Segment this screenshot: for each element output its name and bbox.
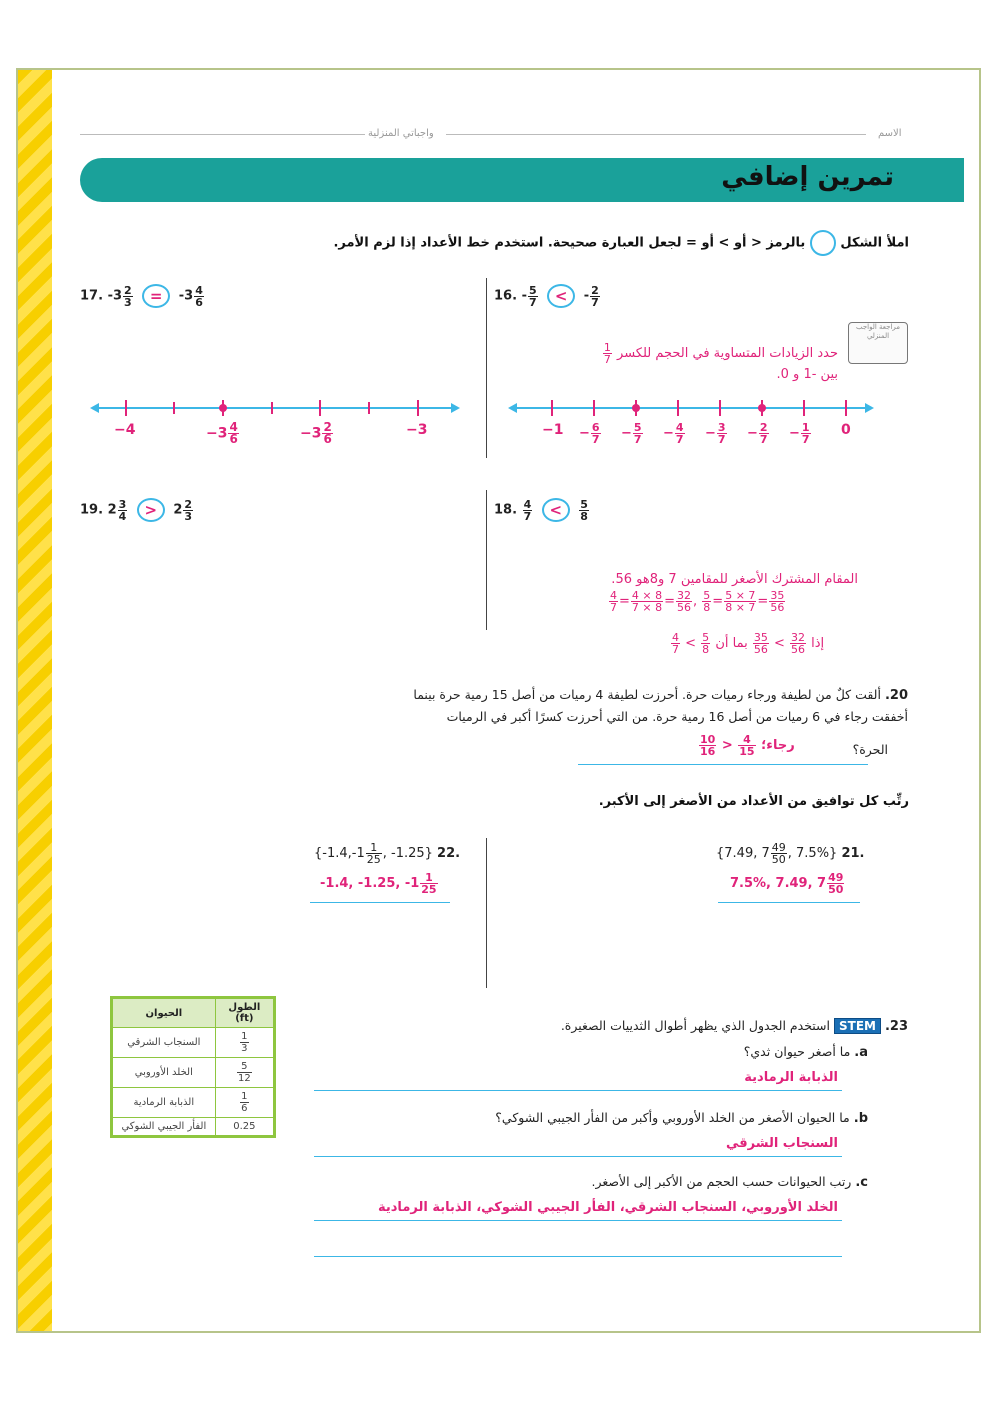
q23b-answer: السنجاب الشرقي — [725, 1136, 838, 1151]
q20-a2-num: 4 — [738, 734, 755, 746]
q21-answer-den: 50 — [828, 883, 844, 896]
q19-left-whole: 2 — [107, 502, 117, 518]
q17-left-fraction — [123, 285, 133, 308]
q19-right-den: 3 — [184, 509, 193, 523]
q16-hint — [508, 342, 838, 385]
instruction-part1: املأ الشكل — [840, 235, 909, 251]
q16-hint-num: 1 — [603, 341, 611, 354]
q16-left-den: 7 — [528, 295, 537, 309]
q22-number: 22. — [437, 846, 461, 861]
q17-left-num: 2 — [124, 283, 132, 297]
q18-eq1-r-num: 32 — [677, 589, 692, 602]
q16-label-minus1-7 — [789, 422, 812, 445]
q20-a2-den: 15 — [739, 745, 755, 758]
q18-eq1-r-den: 56 — [677, 601, 692, 614]
q17-right-den: 6 — [195, 295, 203, 309]
q17-number: 17. — [80, 288, 104, 304]
q19-left-den: 4 — [118, 509, 127, 523]
q22-set-end: , -1.25} — [382, 846, 433, 861]
question-18 — [494, 498, 590, 522]
q17-label-minus3-2-6 — [300, 422, 334, 445]
q23c-letter: c. — [855, 1175, 868, 1190]
q18-c3 — [701, 632, 710, 655]
q17-tick-den: 6 — [229, 432, 238, 446]
q21-set-end: , 7.5%} — [787, 846, 838, 861]
q18-eq2-l-num: 5 — [703, 589, 711, 602]
question-16 — [494, 284, 601, 308]
q16-hint-post: بين -1 و 0. — [776, 367, 838, 382]
q21-answer-frac — [827, 872, 844, 895]
q23a — [398, 1044, 868, 1060]
q16-label-minus4-7 — [663, 422, 686, 445]
animal-cell: الخلد الأوروبي — [112, 1058, 216, 1088]
q16-number: 16. — [494, 288, 518, 304]
q20-text1: ألقت كلٌ من لطيفة ورجاء رميات حرة. أحرزت لطيفة 4 رميات من أصل 15 رمية حرة بينما — [413, 687, 881, 702]
class-line — [80, 134, 365, 135]
q17-tick-whole: −3 — [206, 425, 228, 442]
q23a-letter: a. — [854, 1045, 868, 1060]
yellow-side-stripe — [18, 70, 52, 1331]
divider-top — [486, 278, 487, 458]
q18-c4 — [671, 632, 680, 655]
q19-number: 19. — [80, 502, 104, 518]
q16-tick-sign: − — [789, 426, 800, 441]
q21-set-den: 50 — [771, 853, 786, 866]
q17-arrow-right-icon — [451, 403, 460, 413]
length-frac — [240, 1091, 248, 1114]
q18-c2-den: 56 — [791, 643, 806, 656]
length-frac — [240, 1031, 248, 1054]
q16-label-minus3-7 — [705, 422, 728, 445]
q17-tick-whole: −3 — [300, 425, 322, 442]
length-frac — [237, 1061, 252, 1084]
q18-c1 — [753, 632, 769, 655]
q22-set-text: {-1.4,-1 — [314, 846, 365, 861]
q21-set-text: {7.49, 7 — [716, 846, 770, 861]
q18-line1: المقام المشترك الأصغر للمقامين 7 و8هو 56. — [611, 572, 858, 587]
length-num: 1 — [241, 1031, 248, 1042]
q16-tick-frac — [801, 422, 811, 445]
homework-review-note — [848, 322, 908, 364]
q17-arrow-left-icon — [90, 403, 99, 413]
q16-tick-frac — [675, 422, 685, 445]
q21-answer-line — [718, 902, 860, 903]
q22-answer-line — [310, 902, 450, 903]
instruction — [209, 230, 909, 256]
q18-c4-den: 7 — [672, 643, 679, 656]
table-row — [112, 1118, 275, 1137]
q20-a1-num: 10 — [700, 733, 716, 746]
q16-tick-den: 7 — [675, 433, 684, 446]
q16-right-den: 7 — [591, 295, 599, 309]
length-den: 6 — [241, 1103, 248, 1114]
col-animal-header: الحيوان — [112, 998, 216, 1028]
q16-tick-frac — [591, 422, 601, 445]
q18-right-fraction — [579, 499, 589, 522]
q18-number: 18. — [494, 502, 518, 518]
length-cell — [215, 1058, 274, 1088]
q18-conclusion-pre: بما أن — [715, 636, 748, 651]
q20-answer-line — [578, 764, 868, 765]
q23c — [398, 1174, 868, 1190]
q18-c3-num: 5 — [702, 631, 710, 644]
q23-intro: استخدم الجدول الذي يظهر أطوال الثدييات الصغيرة. — [560, 1018, 831, 1033]
q17-right-fraction — [194, 285, 204, 308]
q20-text2: أخفقت رجاء في 6 رميات من أصل 16 رمية حرة. من التي أحرزت كسرًا أكبر في الرميات — [446, 709, 908, 724]
q18-eq1-l — [609, 590, 618, 613]
animals-table — [110, 996, 276, 1138]
q17-left-whole: -3 — [107, 288, 123, 304]
q20-answer-frac1 — [699, 734, 716, 757]
q16-tick-sign: − — [621, 426, 632, 441]
q16-tick-num: 6 — [591, 421, 600, 434]
question-22 — [314, 842, 460, 865]
question-23 — [398, 1018, 908, 1034]
q18-c2-num: 32 — [791, 631, 806, 644]
q17-right-whole: -3 — [178, 288, 194, 304]
q20-answer: $\frac{10}{16}$ > $\frac{4}{15}$ رجاء؛ — [700, 733, 795, 758]
q18-right-den: 8 — [580, 509, 588, 523]
length-den: 12 — [237, 1073, 251, 1084]
q22-answer-text: -1.4, -1.25, -1 — [320, 876, 420, 891]
table-row — [112, 1058, 275, 1088]
q18-left-num: 4 — [523, 497, 532, 511]
q16-left-fraction — [528, 285, 538, 308]
length-num: 1 — [241, 1091, 248, 1102]
q18-eq2-m-num: 5 × 7 — [725, 589, 756, 602]
q16-arrow-left-icon — [508, 403, 517, 413]
q21-set-frac — [771, 842, 787, 865]
stem-badge: STEM — [834, 1018, 881, 1034]
q17-tick-frac — [322, 422, 332, 445]
q16-hint-pre: حدد الزيادات المتساوية في الحجم للكسر — [617, 346, 838, 361]
q16-tick-num: 1 — [801, 421, 810, 434]
q18-eq1-m-den: 7 × 8 — [631, 601, 663, 614]
instruction-part2: بالرمز < أو > أو = لجعل العبارة صحيحة. استخدم خط الأعداد إذا لزم الأمر. — [333, 235, 806, 251]
q16-tick-sign: − — [663, 426, 674, 441]
q23c-question: رتب الحيوانات حسب الحجم من الأكبر إلى الأصغر. — [591, 1174, 852, 1189]
q17-point — [219, 404, 227, 412]
q17-label-minus3: −3 — [406, 422, 428, 438]
q18-eq2-r-den: 56 — [770, 601, 785, 614]
question-17 — [80, 284, 205, 308]
q16-label-minus2-7 — [747, 422, 770, 445]
q16-tick-num: 5 — [633, 421, 642, 434]
blank-circle-icon — [810, 230, 836, 256]
col-length-header: الطول (ft) — [215, 998, 274, 1028]
q16-label-minus1: −1 — [542, 422, 564, 438]
q16-label-minus5-7 — [621, 422, 644, 445]
title-banner — [80, 158, 964, 202]
q22-answer-den: 25 — [421, 883, 437, 896]
q23c-answer-line-2 — [314, 1256, 842, 1257]
q16-tick-num: 4 — [675, 421, 684, 434]
q18-eq1-l-num: 4 — [610, 589, 617, 602]
q23-number: 23. — [884, 1019, 908, 1034]
q16-label-minus6-7 — [579, 422, 602, 445]
q18-eq2-l-den: 8 — [703, 601, 711, 614]
q18-c1-num: 35 — [753, 631, 768, 644]
q17-label-minus3-4-6 — [206, 422, 240, 445]
q23a-answer: الذبابة الرمادية — [744, 1070, 838, 1085]
q16-tick-frac — [633, 422, 643, 445]
q16-tick-sign: − — [579, 426, 590, 441]
q23a-question: ما أصغر حيوان ثدي؟ — [743, 1044, 851, 1059]
q18-conclusion-mid: إذا — [811, 636, 825, 651]
q18-right-num: 5 — [580, 497, 588, 511]
table-row — [112, 1028, 275, 1058]
q16-right-sign: - — [583, 288, 590, 304]
divider-bottom — [486, 838, 487, 988]
class-label: واجباتي المنزلية — [368, 128, 434, 139]
table-row — [112, 1088, 275, 1118]
q17-number-line — [90, 396, 460, 420]
q17-left-den: 3 — [124, 295, 132, 309]
q16-tick-den: 7 — [633, 433, 642, 446]
q18-eq2-m-den: 8 × 7 — [725, 601, 756, 614]
q16-number-line — [508, 396, 874, 420]
q17-tick-frac — [228, 422, 238, 445]
q18-eq1-l-den: 7 — [610, 601, 617, 614]
q23c-answer: الخلد الأوروبي، السنجاب الشرقي، الفأر الجيبي الشوكي، الذبابة الرمادية — [378, 1200, 838, 1215]
q22-set-frac — [366, 842, 382, 865]
length-cell: 0.25 — [215, 1118, 274, 1137]
name-label: الاسم — [878, 128, 902, 139]
q16-point-minus2-7 — [758, 404, 766, 412]
animal-cell: السنجاب الشرقي — [112, 1028, 216, 1058]
q18-c3-den: 8 — [702, 643, 710, 656]
q17-label-minus4: −4 — [114, 422, 136, 438]
q16-tick-num: 2 — [759, 421, 768, 434]
q21-number: 21. — [841, 846, 865, 861]
animal-cell: الذبابة الرمادية — [112, 1088, 216, 1118]
q16-tick-frac — [717, 422, 727, 445]
q22-answer-num: 1 — [420, 872, 437, 884]
q19-left-num: 3 — [118, 497, 127, 511]
q21-set-num: 49 — [771, 841, 786, 854]
q16-tick-den: 7 — [801, 433, 810, 446]
q18-left-fraction — [523, 499, 533, 522]
q23b-question: ما الحيوان الأصغر من الخلد الأوروبي وأكبر من الفأر الجيبي الشوكي؟ — [495, 1110, 850, 1125]
q18-eq2-r-num: 35 — [770, 589, 785, 602]
q17-tick-den: 6 — [323, 432, 332, 446]
q16-point-minus5-7 — [632, 404, 640, 412]
q18-eq2-l — [702, 590, 711, 613]
q16-left-num: 5 — [528, 283, 537, 297]
q16-hint-den: 7 — [603, 353, 611, 366]
q18-eq1-m — [631, 590, 663, 613]
q16-left-sign: - — [521, 288, 527, 304]
q18-left-den: 7 — [523, 509, 532, 523]
question-21 — [716, 842, 865, 865]
length-num: 5 — [237, 1061, 252, 1073]
q19-right-fraction — [183, 499, 193, 522]
q16-hint-frac — [603, 342, 612, 365]
q18-answer-circle[interactable]: < — [542, 498, 570, 522]
q19-right-num: 2 — [184, 497, 193, 511]
q16-tick-sign: − — [705, 426, 716, 441]
q18-c4-num: 4 — [672, 631, 679, 644]
q23c-answer-line — [314, 1220, 842, 1221]
q23a-answer-line — [314, 1090, 842, 1091]
q21-answer — [730, 872, 845, 895]
q22-answer-frac — [420, 872, 437, 895]
table-header-row — [112, 998, 275, 1028]
q21-answer-text: 7.5%, 7.49, 7 — [730, 876, 827, 891]
q16-tick-den: 7 — [717, 433, 726, 446]
divider-mid — [486, 490, 487, 630]
q22-set-num: 1 — [366, 842, 382, 854]
q18-eq1-r — [676, 590, 692, 613]
animal-cell: الفأر الجيبي الشوكي — [112, 1118, 216, 1137]
order-instruction: رتِّب كل توافيق من الأعداد من الأصغر إلى الأكبر. — [598, 794, 909, 809]
q20-a1-den: 16 — [700, 745, 716, 758]
q20-answer-frac2 — [738, 734, 755, 757]
q16-answer-circle[interactable]: < — [547, 284, 575, 308]
q22-answer — [320, 872, 439, 895]
q18-conclusion: $\frac{4}{7}$ < $\frac{5}{8}$ إذا $\frac{32}{56}$ > $\frac{35}{56}$ بما أن — [672, 631, 825, 656]
q18-eq2-m — [724, 590, 756, 613]
q21-answer-num: 49 — [828, 871, 844, 884]
q16-tick-den: 7 — [759, 433, 768, 446]
question-20 — [248, 684, 908, 727]
q16-label-zero: 0 — [841, 422, 851, 438]
q20-number: 20. — [884, 688, 908, 703]
q17-tick-num: 2 — [323, 420, 332, 434]
q20-answer-name: رجاء؛ — [761, 738, 795, 753]
length-cell — [215, 1028, 274, 1058]
q20-text3: الحرة؟ — [852, 742, 888, 757]
q17-answer-circle[interactable]: = — [142, 284, 170, 308]
question-19 — [80, 498, 194, 522]
q16-tick-den: 7 — [591, 433, 600, 446]
name-line — [446, 134, 866, 135]
length-cell — [215, 1088, 274, 1118]
q23b-letter: b. — [853, 1111, 868, 1126]
q23b — [348, 1110, 868, 1126]
q22-set-den: 25 — [366, 853, 381, 866]
note-tag: مراجعة الواجب المنزلي — [855, 323, 901, 340]
page-title: تمرين إضافي — [721, 162, 894, 192]
q19-answer-circle[interactable]: > — [137, 498, 165, 522]
length-den: 3 — [241, 1043, 248, 1054]
q19-right-whole: 2 — [173, 502, 183, 518]
q18-c2 — [790, 632, 806, 655]
q18-eq1-m-num: 4 × 8 — [631, 589, 663, 602]
q16-tick-num: 3 — [717, 421, 726, 434]
q17-tick-num: 4 — [229, 420, 238, 434]
q18-equation-1: $\frac{4}{7}$ = $\frac{4 \times 8}{7 \times 8}$ = $\frac{32}{56}$ , $\frac{5}{8}$ = $\frac{5 \times 7}{8 \times 7}$ = $\frac{35}{56}$ — [610, 589, 785, 614]
q16-tick-sign: − — [747, 426, 758, 441]
q16-right-fraction — [590, 285, 600, 308]
q23b-answer-line — [314, 1156, 842, 1157]
q16-arrow-right-icon — [865, 403, 874, 413]
q17-right-num: 4 — [195, 283, 203, 297]
worksheet-page — [16, 68, 981, 1333]
q18-eq2-r — [769, 590, 785, 613]
q16-tick-frac — [759, 422, 769, 445]
q16-right-num: 2 — [591, 283, 599, 297]
q19-left-fraction — [118, 499, 128, 522]
q18-c1-den: 56 — [753, 643, 768, 656]
